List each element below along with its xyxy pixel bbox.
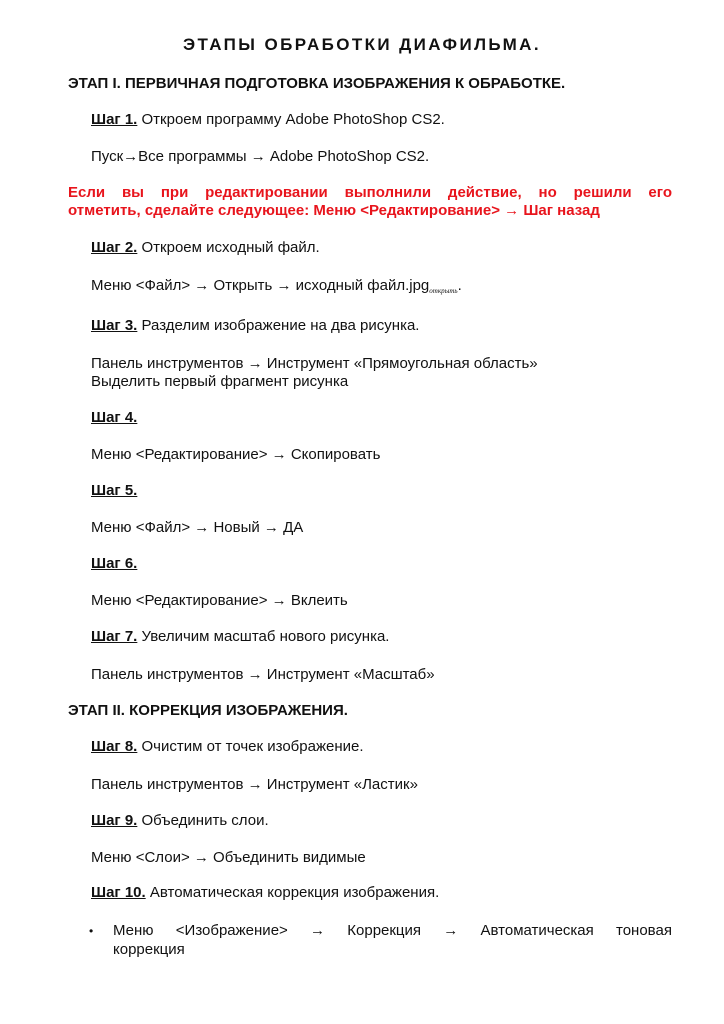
path-end: . bbox=[457, 277, 462, 294]
step-4-path: Меню <Редактирование> → Скопировать bbox=[91, 446, 381, 463]
step-3-path-2: Выделить первый фрагмент рисунка bbox=[91, 373, 349, 390]
step-label: Шаг 4. bbox=[91, 409, 138, 426]
stage-2-heading: ЭТАП II. КОРРЕКЦИЯ ИЗОБРАЖЕНИЯ. bbox=[68, 702, 348, 719]
step-text: Автоматическая коррекция изображения. bbox=[145, 884, 440, 901]
word: Коррекция bbox=[347, 922, 422, 939]
warning-line-1: Если вы при редактировании выполнили действие, но решили его bbox=[68, 184, 672, 201]
arrow: → bbox=[310, 922, 326, 939]
document-title: ЭТАПЫ ОБРАБОТКИ ДИАФИЛЬМА. bbox=[183, 35, 541, 54]
step-label: Шаг 3. bbox=[91, 317, 138, 334]
step-10 bbox=[91, 884, 439, 902]
step-1-path: Пуск→Все программы → Adobe PhotoShop CS2. bbox=[91, 148, 430, 165]
step-10-bullet-line bbox=[113, 922, 672, 940]
step-label: Шаг 6. bbox=[91, 555, 138, 572]
step-5 bbox=[91, 482, 137, 500]
step-8-path: Панель инструментов → Инструмент «Ластик» bbox=[91, 776, 418, 793]
step-label: Шаг 5. bbox=[91, 482, 138, 499]
step-3 bbox=[91, 317, 419, 335]
step-text: Откроем программу Adobe PhotoShop CS2. bbox=[137, 111, 445, 128]
step-6 bbox=[91, 555, 137, 573]
step-7-path: Панель инструментов → Инструмент «Масштаб» bbox=[91, 666, 435, 683]
bullet-icon: • bbox=[89, 924, 94, 938]
step-text: Объединить слои. bbox=[137, 812, 269, 829]
subscript-label: открыть bbox=[429, 287, 458, 295]
path-text: Меню <Файл> → Открыть → исходный файл.jpg bbox=[91, 277, 430, 294]
step-label: Шаг 2. bbox=[91, 239, 138, 256]
step-9 bbox=[91, 812, 269, 830]
step-text: Разделим изображение на два рисунка. bbox=[137, 317, 420, 334]
step-10-bullet-line-2: коррекция bbox=[113, 941, 185, 958]
word: тоновая bbox=[616, 922, 672, 939]
stage-1-heading: ЭТАП I. ПЕРВИЧНАЯ ПОДГОТОВКА ИЗОБРАЖЕНИЯ К ОБРАБОТКЕ. bbox=[68, 75, 566, 92]
warning-note bbox=[68, 184, 672, 220]
step-label: Шаг 8. bbox=[91, 738, 138, 755]
step-label: Шаг 1. bbox=[91, 111, 138, 128]
word: Автоматическая bbox=[480, 922, 594, 939]
step-3-path: Панель инструментов → Инструмент «Прямоугольная область» bbox=[91, 355, 538, 372]
step-7 bbox=[91, 628, 389, 646]
step-label: Шаг 9. bbox=[91, 812, 138, 829]
step-text: Увеличим масштаб нового рисунка. bbox=[137, 628, 390, 645]
step-text: Откроем исходный файл. bbox=[137, 239, 320, 256]
word: Меню bbox=[113, 922, 154, 939]
arrow: → bbox=[443, 922, 459, 939]
step-9-path: Меню <Слои> → Объединить видимые bbox=[91, 849, 366, 866]
warning-line-2: отметить, сделайте следующее: Меню <Редактирование> → Шаг назад bbox=[68, 202, 600, 219]
step-2 bbox=[91, 239, 320, 257]
step-2-path bbox=[91, 277, 462, 300]
step-5-path: Меню <Файл> → Новый → ДА bbox=[91, 519, 304, 536]
step-text: Очистим от точек изображение. bbox=[137, 738, 364, 755]
step-label: Шаг 10. bbox=[91, 884, 146, 901]
step-1 bbox=[91, 111, 445, 129]
step-label: Шаг 7. bbox=[91, 628, 138, 645]
step-8 bbox=[91, 738, 364, 756]
step-4 bbox=[91, 409, 137, 427]
word: <Изображение> bbox=[175, 922, 288, 939]
step-6-path: Меню <Редактирование> → Вклеить bbox=[91, 592, 348, 609]
